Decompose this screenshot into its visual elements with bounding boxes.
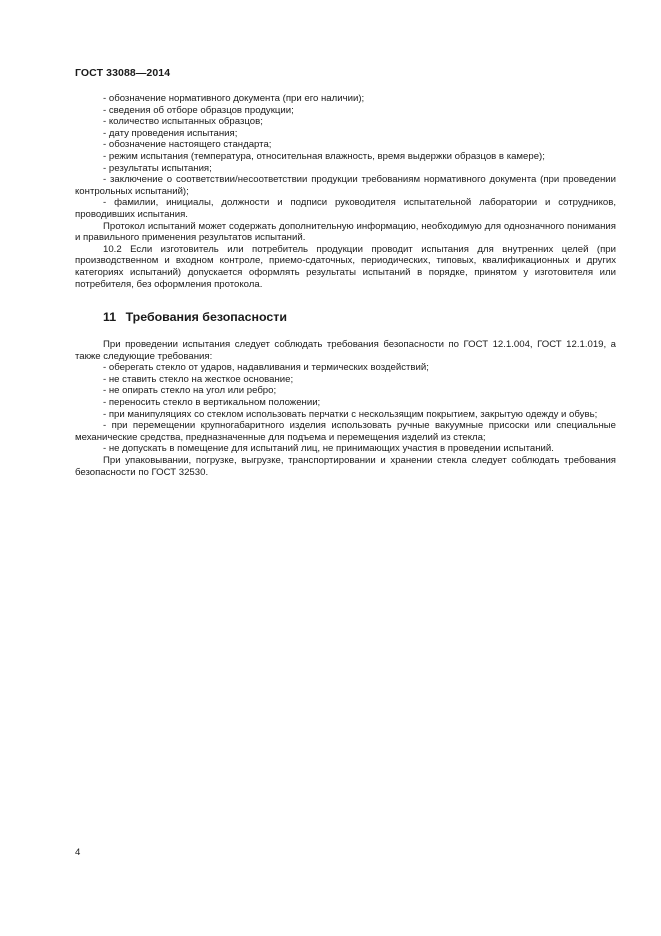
paragraph: Протокол испытаний может содержать дополнительную информацию, необходимую для однозначного понимания и правильного применения результатов испытаний.	[75, 220, 616, 244]
section-number: 11	[103, 310, 117, 325]
paragraph: При проведении испытания следует соблюдать требования безопасности по ГОСТ 12.1.004, ГОСТ 12.1.019, а также следующие требования:	[75, 339, 616, 362]
document-header: ГОСТ 33088—2014	[75, 67, 171, 79]
paragraph-10-2: 10.2 Если изготовитель или потребитель продукции проводит испытания для внутренних целей (при производственном и входном контроле, приемо-сдаточных, периодических, типовых, квалификационных и других категориях испытаний) допускается оформлять результаты испытаний в порядке, принятом у изготовителя или потребителя, без оформления протокола.	[75, 243, 616, 290]
list-item: - при перемещении крупногабаритного изделия использовать ручные вакуумные присоски или специальные механические средства, предназначенные для подъема и перемещения изделий из стекла;	[75, 420, 616, 443]
list-item: - не ставить стекло на жесткое основание;	[103, 373, 294, 385]
list-item: - количество испытанных образцов;	[103, 116, 263, 128]
list-item: - дату проведения испытания;	[103, 127, 238, 139]
document-body	[75, 93, 616, 478]
list-item: - режим испытания (температура, относительная влажность, время выдержки образцов в камере);	[103, 150, 545, 162]
list-item: - при манипуляциях со стеклом использовать перчатки с нескользящим покрытием, закрытую одежду и обувь;	[103, 408, 598, 420]
list-item: - обозначение настоящего стандарта;	[103, 139, 272, 151]
section-title: Требования безопасности	[125, 310, 287, 325]
list-item: - переносить стекло в вертикальном положении;	[103, 397, 321, 409]
list-item: - не допускать в помещение для испытаний лиц, не принимающих участия в проведении испытаний.	[103, 443, 554, 455]
list-item: - заключение о соответствии/несоответствии продукции требованиям нормативного документа (при проведении контрольных испытаний);	[75, 174, 616, 197]
list-item: - оберегать стекло от ударов, надавливания и термических воздействий;	[103, 362, 429, 374]
list-item: - сведения об отборе образцов продукции;	[103, 104, 294, 116]
list-item: - не опирать стекло на угол или ребро;	[103, 385, 277, 397]
paragraph: При упаковывании, погрузке, выгрузке, транспортировании и хранении стекла следует соблюдать требования безопасности по ГОСТ 32530.	[75, 455, 616, 478]
list-item: - обозначение нормативного документа (при его наличии);	[103, 93, 365, 104]
page-number: 4	[75, 847, 81, 858]
section-heading	[103, 310, 616, 324]
list-item: - фамилии, инициалы, должности и подписи руководителя испытательной лаборатории и сотрудников, проводивших испытания.	[75, 197, 616, 220]
list-item: - результаты испытания;	[103, 162, 212, 174]
